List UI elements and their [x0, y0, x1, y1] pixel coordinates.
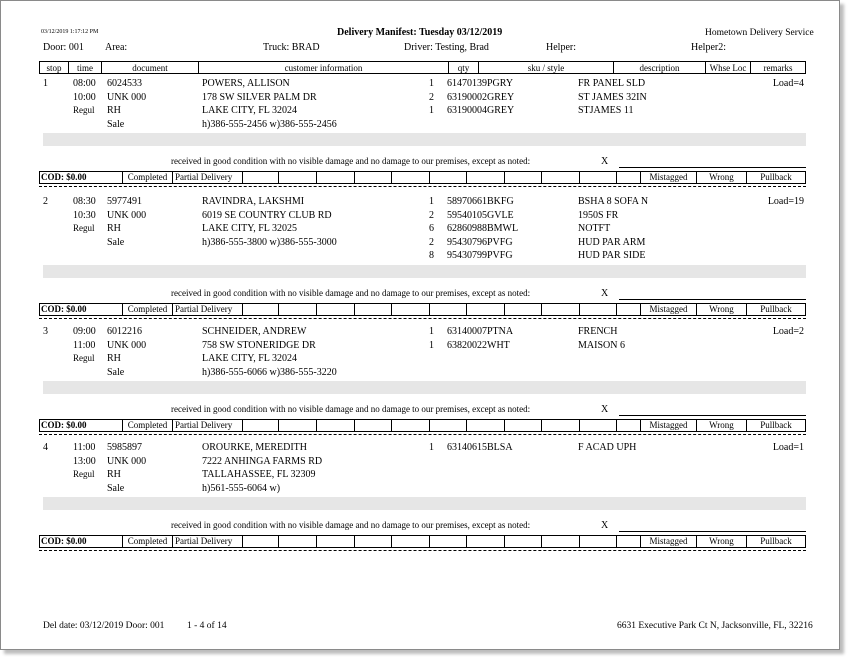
item-sku: 63140615BLSA	[447, 442, 513, 453]
customer-name: OROURKE, MEREDITH	[202, 442, 307, 453]
stop-block	[39, 77, 806, 181]
item-description: HUD PAR SIDE	[578, 250, 646, 261]
wrong-checkbox[interactable]: Wrong	[696, 172, 746, 183]
stop-block	[39, 195, 806, 313]
dashed-separator	[39, 550, 806, 551]
window-end: 10:00	[73, 91, 96, 103]
col-document: document	[101, 62, 198, 74]
sale-type: Sale	[107, 236, 125, 248]
blank-note-cell[interactable]	[541, 420, 579, 431]
item-description: FR PANEL SLD	[578, 78, 646, 89]
unk-code: UNK 000	[107, 209, 147, 221]
shaded-separator	[43, 265, 806, 278]
stop-block	[39, 441, 806, 545]
signature-line[interactable]	[619, 531, 806, 532]
blank-note-cell[interactable]	[316, 420, 354, 431]
blank-note-cell[interactable]	[354, 536, 391, 547]
load-remark: Load=4	[772, 78, 804, 89]
shaded-separator	[43, 133, 806, 146]
item-sku: 59540105GVLE	[447, 209, 514, 221]
dashed-separator	[39, 186, 806, 187]
blank-note-cell[interactable]	[466, 536, 504, 547]
document-number[interactable]: 5977491	[107, 196, 142, 207]
rh-code: RH	[107, 353, 121, 364]
blank-note-cell[interactable]	[504, 304, 541, 315]
completed-checkbox[interactable]: Completed	[122, 536, 172, 547]
item-qty: 1	[429, 105, 434, 116]
stop-number: 2	[43, 196, 48, 207]
blank-note-cell[interactable]	[616, 420, 640, 431]
receipt-x-mark: X	[601, 520, 609, 531]
completed-checkbox[interactable]: Completed	[122, 304, 172, 315]
item-description: MAISON 6	[578, 339, 625, 351]
item-sku: 63140007PTNA	[447, 326, 514, 337]
col-qty: qty	[448, 62, 478, 74]
blank-note-cell[interactable]	[466, 172, 504, 183]
service-type: Regul	[73, 105, 95, 115]
customer-city: LAKE CITY, FL 32024	[202, 105, 297, 116]
blank-note-cell[interactable]	[354, 172, 391, 183]
blank-note-cell[interactable]	[278, 172, 316, 183]
blank-note-cell[interactable]	[429, 172, 466, 183]
item-sku: 62860988BMWL	[447, 223, 519, 234]
item-description: NOTFT	[578, 223, 611, 234]
mistagged-checkbox[interactable]: Mistagged	[640, 420, 696, 431]
service-type: Regul	[73, 223, 95, 233]
receipt-statement: received in good condition with no visible damage and no damage to our premises, except as noted:	[171, 156, 531, 166]
customer-name: POWERS, ALLISON	[202, 78, 290, 89]
stop-status-row	[39, 419, 806, 432]
footer-address: 6631 Executive Park Ct N, Jacksonville, FL, 32216	[617, 621, 813, 631]
helper2-label: Helper2:	[691, 42, 726, 53]
window-start: 09:00	[73, 326, 96, 337]
receipt-statement: received in good condition with no visible damage and no damage to our premises, except as noted:	[171, 404, 531, 414]
sale-type: Sale	[107, 482, 125, 494]
blank-note-cell[interactable]	[316, 172, 354, 183]
blank-note-cell[interactable]	[466, 420, 504, 431]
blank-note-cell[interactable]	[616, 536, 640, 547]
customer-name: SCHNEIDER, ANDREW	[202, 326, 307, 337]
wrong-checkbox[interactable]: Wrong	[696, 420, 746, 431]
col-time: time	[68, 62, 101, 74]
item-description: F ACAD UPH	[578, 442, 637, 453]
window-start: 11:00	[73, 442, 96, 453]
cod-amount: COD: $0.00	[41, 420, 87, 430]
blank-note-cell[interactable]	[504, 172, 541, 183]
blank-note-cell[interactable]	[242, 536, 278, 547]
stop-status-row	[39, 535, 806, 548]
blank-note-cell[interactable]	[278, 304, 316, 315]
partial-delivery-checkbox[interactable]: Partial Delivery	[172, 172, 242, 183]
blank-note-cell[interactable]	[354, 304, 391, 315]
signature-line[interactable]	[619, 167, 806, 168]
unk-code: UNK 000	[107, 91, 147, 103]
driver-label: Driver: Testing, Brad	[404, 42, 489, 53]
customer-city: LAKE CITY, FL 32025	[202, 223, 297, 234]
window-end: 13:00	[73, 455, 96, 467]
blank-note-cell[interactable]	[504, 420, 541, 431]
sale-type: Sale	[107, 118, 125, 130]
col-remarks: remarks	[750, 62, 805, 74]
item-qty: 1	[429, 339, 434, 351]
signature-line[interactable]	[619, 415, 806, 416]
blank-note-cell[interactable]	[579, 420, 616, 431]
blank-note-cell[interactable]	[429, 536, 466, 547]
receipt-statement: received in good condition with no visible damage and no damage to our premises, except as noted:	[171, 287, 531, 298]
item-sku: 63820022WHT	[447, 339, 510, 351]
receipt-x-mark: X	[601, 156, 609, 167]
partial-delivery-checkbox[interactable]: Partial Delivery	[172, 420, 242, 431]
customer-address: 758 SW STONERIDGE DR	[202, 339, 316, 351]
document-number[interactable]: 6012216	[107, 326, 142, 337]
item-qty: 1	[429, 78, 434, 89]
rh-code: RH	[107, 105, 121, 116]
item-sku: 63190002GREY	[447, 91, 515, 103]
wrong-checkbox[interactable]: Wrong	[696, 304, 746, 315]
item-description: 1950S FR	[578, 209, 619, 221]
blank-note-cell[interactable]	[541, 172, 579, 183]
partial-delivery-checkbox[interactable]: Partial Delivery	[172, 536, 242, 547]
cod-amount: COD: $0.00	[41, 172, 87, 182]
item-qty: 2	[429, 91, 434, 103]
blank-note-cell[interactable]	[242, 304, 278, 315]
service-type: Regul	[73, 353, 95, 363]
item-qty: 6	[429, 223, 434, 234]
item-sku: 95430799PVFG	[447, 250, 513, 261]
completed-checkbox[interactable]: Completed	[122, 172, 172, 183]
col-description: description	[613, 62, 705, 74]
page-title: Delivery Manifest: Tuesday 03/12/2019	[337, 27, 503, 38]
unk-code: UNK 000	[107, 455, 147, 467]
signature-line[interactable]	[619, 299, 806, 300]
company-name: Hometown Delivery Service	[705, 28, 814, 38]
dashed-separator	[39, 318, 806, 319]
blank-note-cell[interactable]	[278, 536, 316, 547]
window-start: 08:30	[73, 196, 96, 207]
load-remark: Load=2	[772, 326, 804, 337]
door-label: Door: 001	[43, 42, 84, 53]
blank-note-cell[interactable]	[278, 420, 316, 431]
stop-number: 4	[43, 442, 48, 453]
item-sku: 95430796PVFG	[447, 236, 513, 248]
customer-city: TALLAHASSEE, FL 32309	[202, 469, 316, 480]
document-number[interactable]: 6024533	[107, 78, 142, 89]
blank-note-cell[interactable]	[316, 304, 354, 315]
cod-amount: COD: $0.00	[41, 536, 87, 546]
customer-name: RAVINDRA, LAKSHMI	[202, 196, 305, 207]
item-qty: 2	[429, 236, 434, 248]
blank-note-cell[interactable]	[504, 536, 541, 547]
item-qty: 1	[429, 442, 434, 453]
rh-code: RH	[107, 223, 121, 234]
pullback-checkbox[interactable]: Pullback	[746, 304, 805, 315]
shaded-separator	[43, 497, 806, 510]
print-timestamp: 03/12/2019 1:17:12 PM	[41, 29, 99, 35]
receipt-x-mark: X	[601, 404, 609, 415]
document-number[interactable]: 5985897	[107, 442, 142, 453]
item-description: BSHA 8 SOFA N	[578, 196, 649, 207]
customer-address: 7222 ANHINGA FARMS RD	[202, 455, 323, 467]
dashed-separator	[39, 434, 806, 435]
window-end: 10:30	[73, 209, 96, 221]
col-sku-style: sku / style	[478, 62, 613, 74]
load-remark: Load=19	[767, 196, 804, 207]
col-stop: stop	[46, 63, 62, 73]
item-sku: 58970661BKFG	[447, 196, 514, 207]
customer-phone: h)386-555-2456 w)386-555-2456	[202, 118, 337, 130]
stop-number: 1	[43, 78, 48, 89]
blank-note-cell[interactable]	[242, 420, 278, 431]
stop-number: 3	[43, 326, 48, 337]
footer-page-count: 1 - 4 of 14	[187, 621, 227, 631]
blank-note-cell[interactable]	[541, 304, 579, 315]
truck-label: Truck: BRAD	[263, 42, 320, 53]
blank-note-cell[interactable]	[242, 172, 278, 183]
helper-label: Helper:	[546, 42, 576, 53]
blank-note-cell[interactable]	[466, 304, 504, 315]
area-label: Area:	[105, 42, 128, 53]
customer-address: 6019 SE COUNTRY CLUB RD	[202, 209, 332, 221]
item-description: ST JAMES 32IN	[578, 91, 647, 103]
item-qty: 8	[429, 250, 434, 261]
sale-type: Sale	[107, 366, 125, 378]
receipt-statement: received in good condition with no visible damage and no damage to our premises, except as noted:	[171, 520, 531, 530]
cod-amount: COD: $0.00	[41, 303, 87, 314]
item-description: HUD PAR ARM	[578, 236, 646, 248]
item-description: FRENCH	[578, 326, 618, 337]
customer-address: 178 SW SILVER PALM DR	[202, 91, 317, 103]
item-sku: 63190004GREY	[447, 105, 515, 116]
mistagged-checkbox[interactable]: Mistagged	[640, 304, 696, 315]
customer-phone: h)386-555-3800 w)386-555-3000	[202, 236, 337, 248]
item-qty: 1	[429, 196, 434, 207]
load-remark: Load=1	[772, 442, 804, 453]
blank-note-cell[interactable]	[541, 536, 579, 547]
customer-phone: h)386-555-6066 w)386-555-3220	[202, 366, 337, 378]
blank-note-cell[interactable]	[391, 536, 429, 547]
col-customer-information: customer information	[198, 62, 448, 74]
footer-del-date: Del date: 03/12/2019 Door: 001	[43, 621, 165, 631]
stop-block	[39, 325, 806, 429]
blank-note-cell[interactable]	[429, 304, 466, 315]
blank-note-cell[interactable]	[391, 420, 429, 431]
blank-note-cell[interactable]	[316, 536, 354, 547]
blank-note-cell[interactable]	[579, 172, 616, 183]
stop-status-row	[39, 171, 806, 184]
column-header-row	[39, 61, 806, 74]
blank-note-cell[interactable]	[579, 536, 616, 547]
completed-checkbox[interactable]: Completed	[122, 420, 172, 431]
window-end: 11:00	[73, 339, 96, 351]
wrong-checkbox[interactable]: Wrong	[696, 536, 746, 547]
unk-code: UNK 000	[107, 339, 147, 351]
blank-note-cell[interactable]	[616, 304, 640, 315]
blank-note-cell[interactable]	[429, 420, 466, 431]
window-start: 08:00	[73, 78, 96, 89]
blank-note-cell[interactable]	[579, 304, 616, 315]
shaded-separator	[43, 381, 806, 394]
blank-note-cell[interactable]	[354, 420, 391, 431]
item-description: STJAMES 11	[578, 105, 634, 116]
pullback-checkbox[interactable]: Pullback	[746, 420, 805, 431]
rh-code: RH	[107, 469, 121, 480]
blank-note-cell[interactable]	[391, 304, 429, 315]
mistagged-checkbox[interactable]: Mistagged	[640, 536, 696, 547]
mistagged-checkbox[interactable]: Mistagged	[640, 172, 696, 183]
partial-delivery-checkbox[interactable]: Partial Delivery	[172, 304, 242, 315]
stop-status-row	[39, 303, 806, 316]
blank-note-cell[interactable]	[616, 172, 640, 183]
item-qty: 2	[429, 209, 434, 221]
item-qty: 1	[429, 326, 434, 337]
col-whse-loc: Whse Loc	[705, 62, 750, 74]
receipt-x-mark: X	[601, 287, 609, 299]
pullback-checkbox[interactable]: Pullback	[746, 172, 805, 183]
customer-phone: h)561-555-6064 w)	[202, 482, 281, 494]
customer-city: LAKE CITY, FL 32024	[202, 353, 297, 364]
service-type: Regul	[73, 469, 95, 479]
item-sku: 61470139PGRY	[447, 78, 514, 89]
pullback-checkbox[interactable]: Pullback	[746, 536, 805, 547]
blank-note-cell[interactable]	[391, 172, 429, 183]
